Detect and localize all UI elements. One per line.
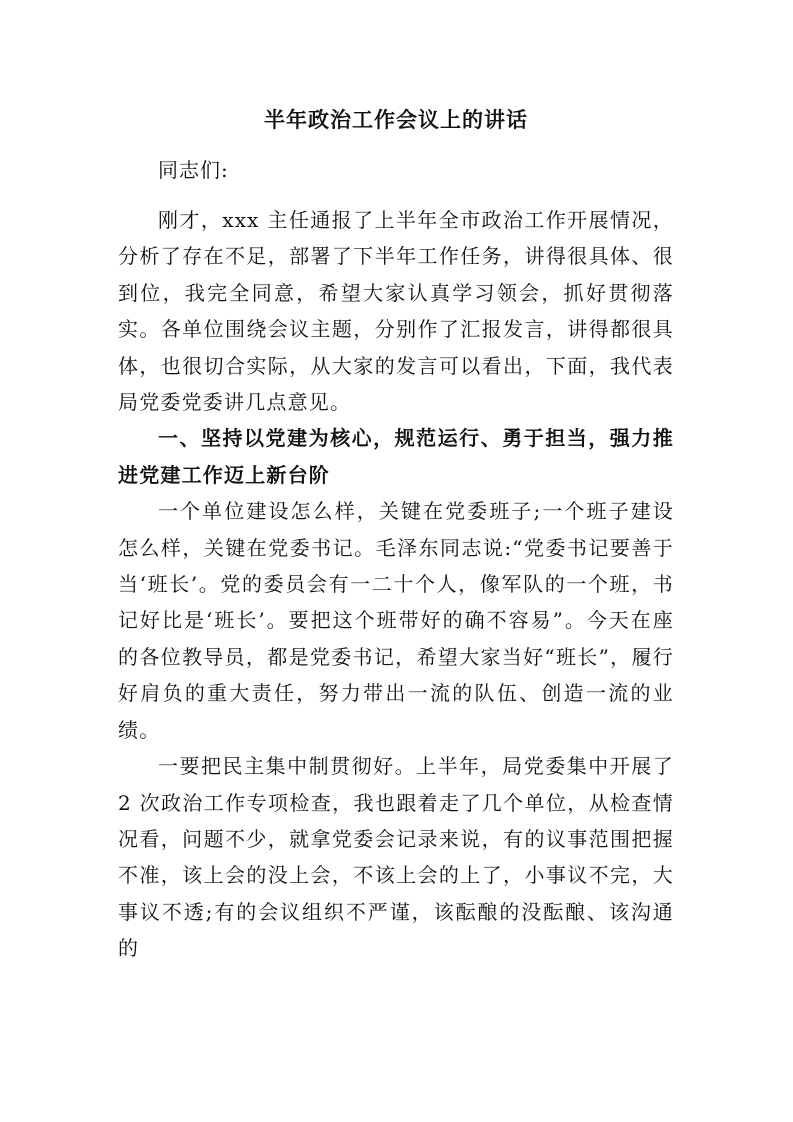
paragraph-democratic-centralism: 一要把民主集中制贯彻好。上半年，局党委集中开展了 2 次政治工作专项检查，我也跟着走了几个单位，从检查情况看，问题不少，就拿党委会记录来说，有的议事范围把握不准，该上会的没上会，不该上会的上了，小事议不完，大事议不透;有的会议组织不严谨，该酝酿的没酝酿、该沟通的 [118,754,674,961]
salutation: 同志们: [158,158,229,182]
document-body [118,100,674,967]
paragraph-intro: 刚才，xxx 主任通报了上半年全市政治工作开展情况，分析了存在不足，部署了下半年工作任务，讲得很具体、很到位，我完全同意，希望大家认真学习领会，抓好贯彻落实。各单位围绕会议主题，分别作了汇报发言，讲得都很具体，也很切合实际，从大家的发言可以看出，下面，我代表局党委党委讲几点意见。 [118,208,674,415]
document-title: 半年政治工作会议上的讲话 [264,107,528,132]
paragraph-leadership: 一个单位建设怎么样，关键在党委班子;一个班子建设怎么样，关键在党委书记。毛泽东同志说:“党委书记要善于当‘班长’。党的委员会有一二十个人，像军队的一个班，书记好比是‘班长’。要把这个班带好的确不容易”。今天在座的各位教导员，都是党委书记，希望大家当好“班长”，履行好肩负的重大责任，努力带出一流的队伍、创造一流的业绩。 [118,499,674,742]
section-heading-1: 一、坚持以党建为核心，规范运行、勇于担当，强力推进党建工作迈上新台阶 [118,426,674,487]
